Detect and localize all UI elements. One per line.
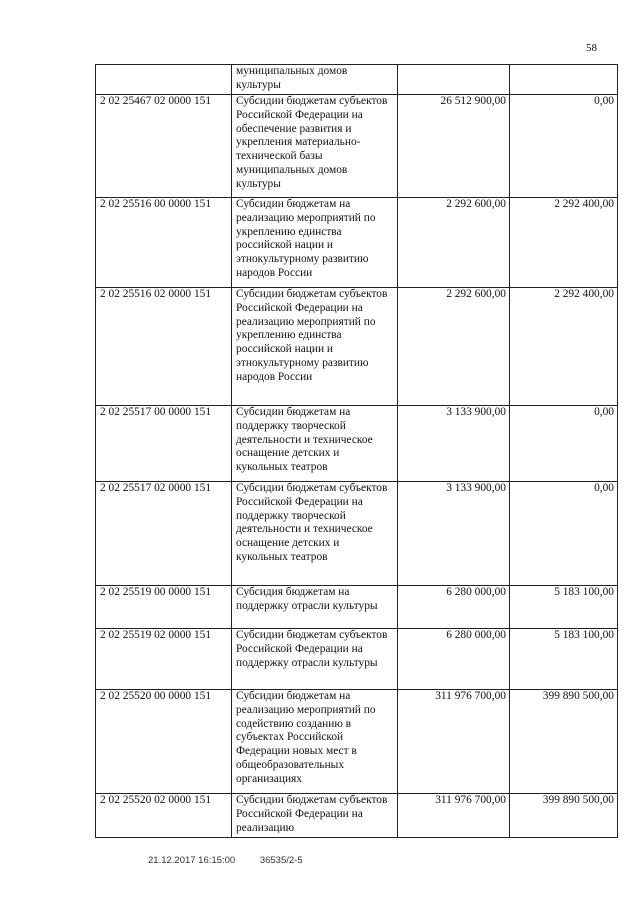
name-cell: Субсидии бюджетам субъектов Российской Федерации на реализацию: [232, 794, 398, 838]
amount-cell: 6 280 000,00: [398, 629, 510, 690]
amount-cell: 399 890 500,00: [510, 794, 618, 838]
code-cell: 2 02 25517 00 0000 151: [96, 406, 232, 482]
code-cell: 2 02 25519 00 0000 151: [96, 586, 232, 629]
code-cell: 2 02 25517 02 0000 151: [96, 482, 232, 586]
name-cell: Субсидия бюджетам на поддержку отрасли культуры: [232, 586, 398, 629]
name-cell: Субсидии бюджетам субъектов Российской Федерации на обеспечение развития и укрепления материально-технической базы муниципальных домов культуры: [232, 95, 398, 198]
name-cell: Субсидии бюджетам субъектов Российской Федерации на реализацию мероприятий по укреплению единства российской нации и этнокультурному развитию народов России: [232, 288, 398, 406]
amount-cell: 5 183 100,00: [510, 586, 618, 629]
amount-cell: 0,00: [510, 406, 618, 482]
amount-cell: 26 512 900,00: [398, 95, 510, 198]
table-row: [96, 629, 618, 690]
table-row: [96, 794, 618, 838]
code-cell: 2 02 25516 00 0000 151: [96, 198, 232, 288]
table-row: [96, 586, 618, 629]
name-cell: Субсидии бюджетам на реализацию мероприятий по укреплению единства российской нации и этнокультурному развитию народов России: [232, 198, 398, 288]
code-cell: 2 02 25520 00 0000 151: [96, 690, 232, 794]
table-row: [96, 690, 618, 794]
document-footer: [148, 855, 325, 866]
amount-cell: 0,00: [510, 482, 618, 586]
amount-cell: 3 133 900,00: [398, 406, 510, 482]
table-row: [96, 288, 618, 406]
amount-cell: 0,00: [510, 95, 618, 198]
amount-cell: [398, 65, 510, 95]
table-row: [96, 482, 618, 586]
name-cell: Субсидии бюджетам на поддержку творческой деятельности и техническое оснащение детских и кукольных театров: [232, 406, 398, 482]
amount-cell: 2 292 600,00: [398, 288, 510, 406]
amount-cell: 2 292 400,00: [510, 288, 618, 406]
amount-cell: [510, 65, 618, 95]
amount-cell: 2 292 400,00: [510, 198, 618, 288]
amount-cell: 3 133 900,00: [398, 482, 510, 586]
code-cell: 2 02 25467 02 0000 151: [96, 95, 232, 198]
name-cell: муниципальных домов культуры: [232, 65, 398, 95]
page-number: 58: [586, 42, 597, 54]
amount-cell: 399 890 500,00: [510, 690, 618, 794]
table-row: [96, 95, 618, 198]
code-cell: 2 02 25520 02 0000 151: [96, 794, 232, 838]
name-cell: Субсидии бюджетам субъектов Российской Федерации на поддержку творческой деятельности и техническое оснащение детских и кукольных театров: [232, 482, 398, 586]
amount-cell: 5 183 100,00: [510, 629, 618, 690]
amount-cell: 311 976 700,00: [398, 794, 510, 838]
footer-datetime: 21.12.2017 16:15:00: [148, 855, 236, 866]
name-cell: Субсидии бюджетам на реализацию мероприятий по содействию созданию в субъектах Российской Федерации новых мест в общеобразовательных организациях: [232, 690, 398, 794]
code-cell: 2 02 25516 02 0000 151: [96, 288, 232, 406]
code-cell: [96, 65, 232, 95]
table-row: [96, 406, 618, 482]
amount-cell: 311 976 700,00: [398, 690, 510, 794]
table-row: [96, 65, 618, 95]
amount-cell: 2 292 600,00: [398, 198, 510, 288]
table-row: [96, 198, 618, 288]
footer-doc-id: 36535/2-5: [259, 855, 303, 866]
amount-cell: 6 280 000,00: [398, 586, 510, 629]
code-cell: 2 02 25519 02 0000 151: [96, 629, 232, 690]
budget-table: [95, 64, 618, 838]
name-cell: Субсидии бюджетам субъектов Российской Федерации на поддержку отрасли культуры: [232, 629, 398, 690]
